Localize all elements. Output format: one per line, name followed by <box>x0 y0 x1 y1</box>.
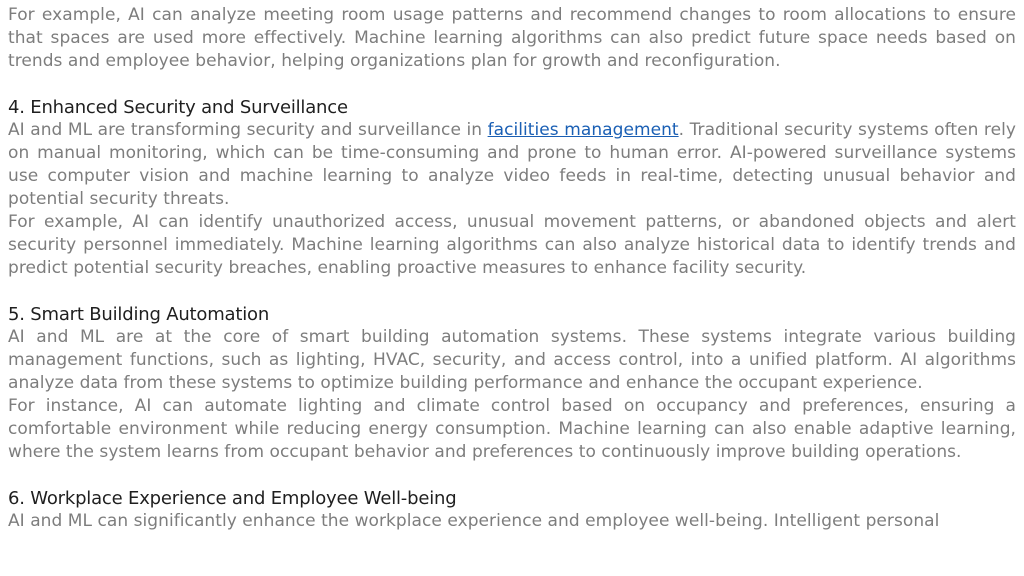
intro-paragraph: For example, AI can analyze meeting room usage patterns and recommend changes to room allocations to ensure that spaces are used more effectively. Machine learning algorithms can also predict future space needs based on trends and employee behavior, helping organizations plan for growth and reconfiguration. <box>8 5 1016 71</box>
section-heading-workplace: 6. Workplace Experience and Employee Well-being <box>8 488 457 509</box>
section-heading-security: 4. Enhanced Security and Surveillance <box>8 97 348 118</box>
security-paragraph-1-text-after: . Traditional security systems often rely on manual monitoring, which can be time-consuming and prone to human error. AI-powered surveillance systems use computer vision and machine learning to analyze video feeds in real-time, detecting unusual behavior and potential security threats. <box>8 120 1016 209</box>
workplace-paragraph-1: AI and ML can significantly enhance the workplace experience and employee well-being. Intelligent personal <box>8 511 940 531</box>
facilities-management-link[interactable]: facilities management <box>487 120 679 140</box>
article-body <box>8 4 1016 533</box>
section-heading-automation: 5. Smart Building Automation <box>8 304 270 325</box>
security-paragraph-2: For example, AI can identify unauthorized access, unusual movement patterns, or abandoned objects and alert security personnel immediately. Machine learning algorithms can also analyze historical data to identify trends and predict potential security breaches, enabling proactive measures to enhance facility security. <box>8 212 1016 278</box>
automation-paragraph-1: AI and ML are at the core of smart building automation systems. These systems integrate various building management functions, such as lighting, HVAC, security, and access control, into a unified platform. AI algorithms analyze data from these systems to optimize building performance and enhance the occupant experience. <box>8 327 1016 393</box>
security-paragraph-1-text-before: AI and ML are transforming security and surveillance in <box>8 120 488 140</box>
security-paragraph-1 <box>8 119 1016 211</box>
automation-paragraph-2: For instance, AI can automate lighting and climate control based on occupancy and preferences, ensuring a comfortable environment while reducing energy consumption. Machine learning can also enable adaptive learning, where the system learns from occupant behavior and preferences to continuously improve building operations. <box>8 396 1016 462</box>
